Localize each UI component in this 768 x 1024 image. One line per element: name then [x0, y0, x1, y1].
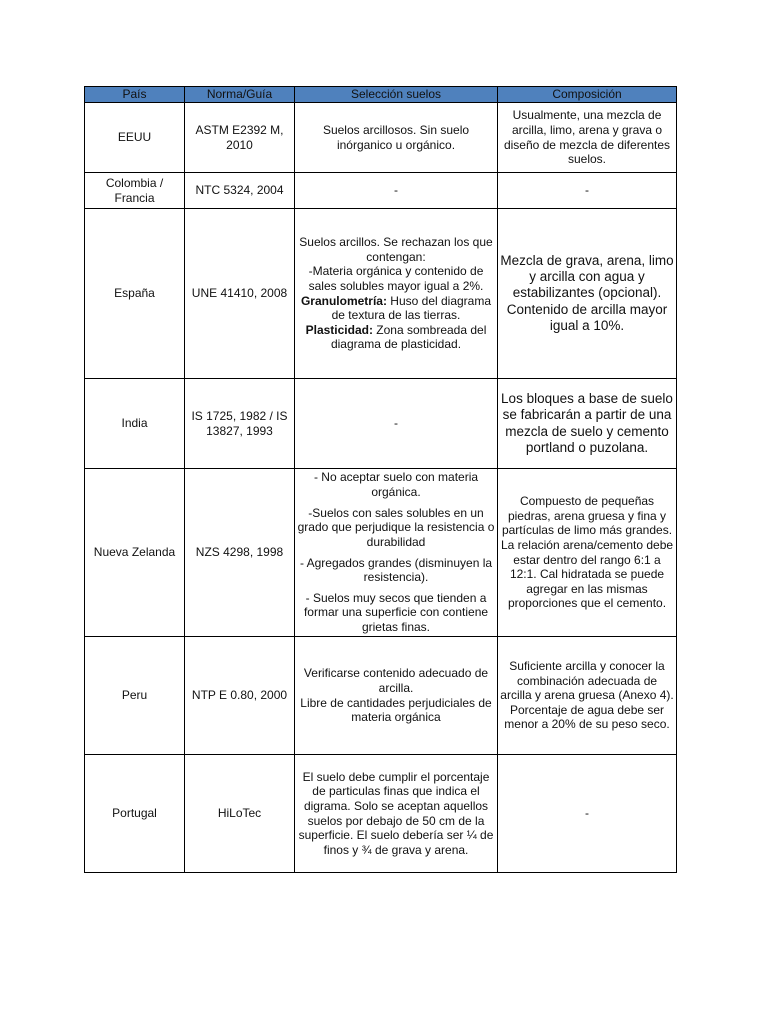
- standard-cell: ASTM E2392 M, 2010: [185, 103, 295, 173]
- selection-item: - Agregados grandes (disminuyen la resistencia).: [299, 555, 493, 585]
- selection-cell: [295, 637, 498, 755]
- selection-item: - No aceptar suelo con materia orgánica.: [313, 470, 479, 499]
- country-cell: EEUU: [85, 103, 185, 173]
- country-cell: India: [85, 379, 185, 469]
- header-standard: Norma/Guía: [185, 87, 295, 103]
- country-cell: Colombia / Francia: [85, 173, 185, 209]
- selection-item: Libre de cantidades perjudiciales de materia orgánica: [300, 695, 492, 725]
- selection-cell: Suelos arcillosos. Sin suelo inórganico u orgánico.: [295, 103, 498, 173]
- table-row: [85, 637, 677, 755]
- selection-item: [297, 294, 495, 323]
- selection-item: Verificarse contenido adecuado de arcilla.: [303, 666, 489, 695]
- selection-intro: Suelos arcillos. Se rechazan los que contengan:: [299, 235, 493, 264]
- plasticidad-label: Plasticidad:: [305, 322, 373, 337]
- soil-standards-table: [84, 86, 677, 873]
- table-row: [85, 379, 677, 469]
- selection-cell: -: [295, 173, 498, 209]
- selection-item: -Materia orgánica y contenido de sales solubles mayor igual a 2%.: [308, 264, 484, 293]
- table-row: [85, 469, 677, 637]
- selection-cell: [295, 209, 498, 379]
- composition-cell: Mezcla de grava, arena, limo y arcilla con agua y estabilizantes (opcional). Contenido de arcilla mayor igual a 10%.: [498, 209, 677, 379]
- standard-cell: NTP E 0.80, 2000: [185, 637, 295, 755]
- composition-cell: -: [498, 755, 677, 873]
- header-composition: Composición: [498, 87, 677, 103]
- granulometria-text: Huso del diagrama de textura de las tierras.: [331, 293, 492, 323]
- table-header-row: [85, 87, 677, 103]
- selection-item: [297, 323, 495, 352]
- granulometria-label: Granulometría:: [300, 293, 387, 308]
- country-cell: Peru: [85, 637, 185, 755]
- standard-cell: HiLoTec: [185, 755, 295, 873]
- selection-cell: [295, 469, 498, 637]
- selection-item: - Suelos muy secos que tienden a formar una superficie con contiene grietas finas.: [303, 590, 489, 634]
- standard-cell: NTC 5324, 2004: [185, 173, 295, 209]
- selection-item: -Suelos con sales solubles en un grado que perjudique la resistencia o durabilidad: [297, 505, 495, 549]
- country-cell: Portugal: [85, 755, 185, 873]
- standard-cell: UNE 41410, 2008: [185, 209, 295, 379]
- selection-cell: El suelo debe cumplir el porcentaje de particulas finas que indica el digrama. Solo se aceptan aquellos suelos por debajo de 50 cm de la superficie. El suelo debería ser ¼ de finos y ¾ de grava y arena.: [295, 755, 498, 873]
- composition-cell: Compuesto de pequeñas piedras, arena gruesa y fina y partículas de limo más grandes. La relación arena/cemento debe estar dentro del rango 6:1 a 12:1. Cal hidratada se puede agregar en las mismas proporciones que el cemento.: [498, 469, 677, 637]
- country-cell: Nueva Zelanda: [85, 469, 185, 637]
- table-row: [85, 209, 677, 379]
- plasticidad-text: Zona sombreada del diagrama de plasticidad.: [330, 322, 487, 352]
- composition-cell: Usualmente, una mezcla de arcilla, limo, arena y grava o diseño de mezcla de diferentes suelos.: [498, 103, 677, 173]
- standard-cell: IS 1725, 1982 / IS 13827, 1993: [185, 379, 295, 469]
- country-cell: España: [85, 209, 185, 379]
- composition-cell: -: [498, 173, 677, 209]
- selection-cell: -: [295, 379, 498, 469]
- table-row: [85, 173, 677, 209]
- table-row: [85, 755, 677, 873]
- table-row: [85, 103, 677, 173]
- header-country: País: [85, 87, 185, 103]
- standard-cell: NZS 4298, 1998: [185, 469, 295, 637]
- header-soil-selection: Selección suelos: [295, 87, 498, 103]
- composition-cell: Suficiente arcilla y conocer la combinación adecuada de arcilla y arena gruesa (Anexo 4). Porcentaje de agua debe ser menor a 20% de su peso seco.: [498, 637, 677, 755]
- composition-cell: Los bloques a base de suelo se fabricarán a partir de una mezcla de suelo y cemento portland o puzolana.: [498, 379, 677, 469]
